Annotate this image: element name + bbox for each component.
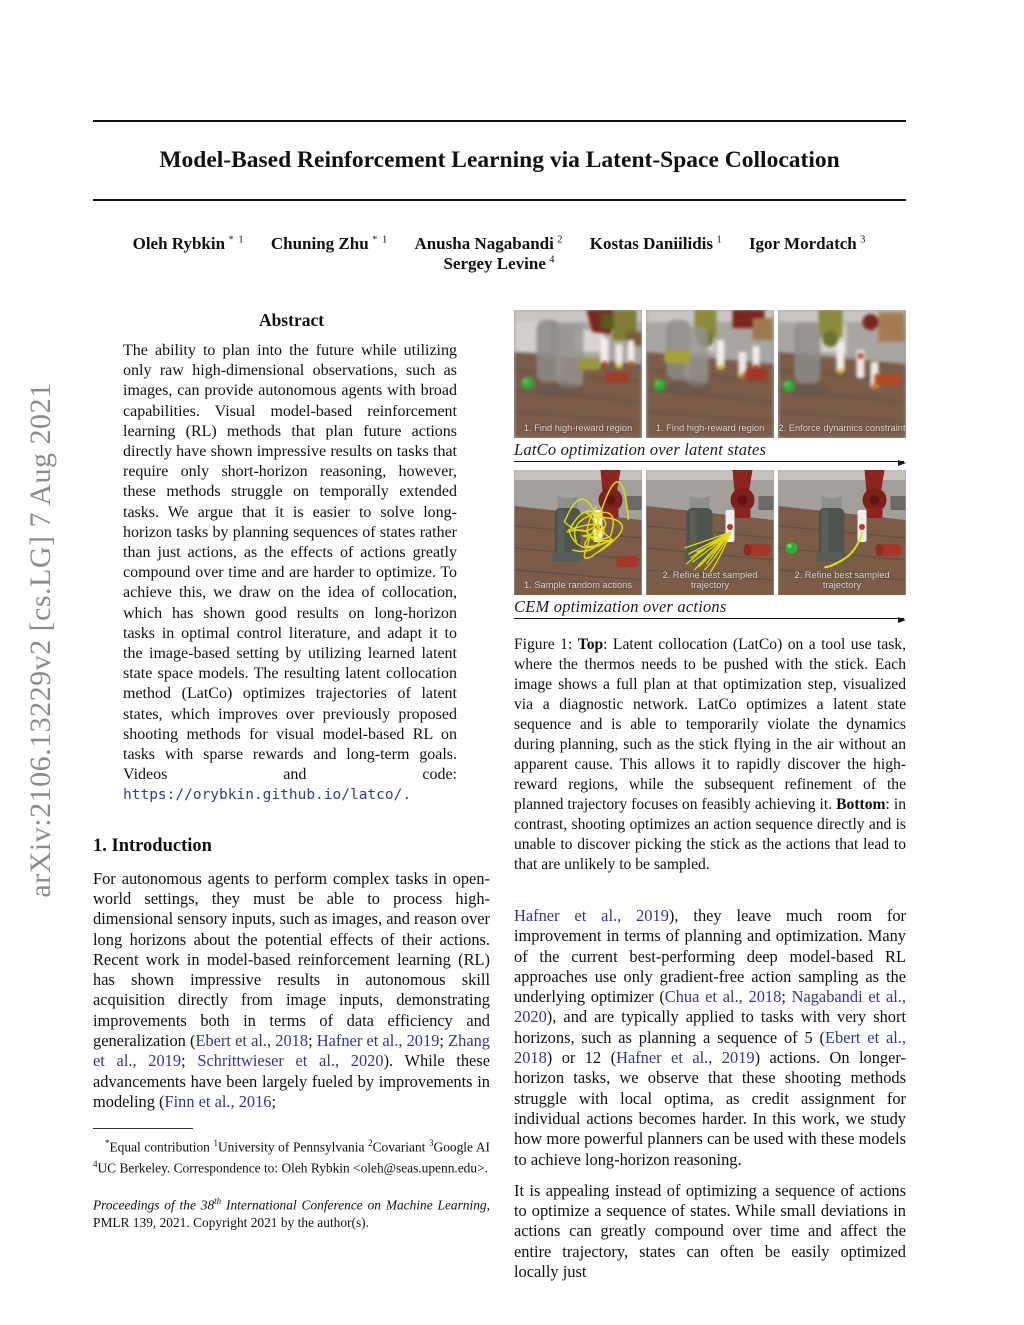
section-heading-introduction: 1. Introduction: [93, 835, 212, 856]
citation-link[interactable]: Hafner et al., 2019: [514, 906, 669, 925]
figure-image-latco-step1: [514, 310, 642, 438]
figure-image-cem-step2: [646, 470, 774, 595]
arxiv-sidebar-label: arXiv:2106.13229v2 [cs.LG] 7 Aug 2021: [24, 382, 57, 898]
introduction-paragraph: For autonomous agents to perform complex tasks in open-world settings, they must be able to process high-dimensional sensory inputs, such as images, and reason over long horizons about the potential effects of their actions. Recent work in model-based reinforcement learning (RL) has shown impressive results in autonomous skill acquisition directly from image inputs, demonstrating improvements both in terms of data efficiency and generalization (Ebert et al., 2018; Hafner et al., 2019; Zhang et al., 2019; Schrittwieser et al., 2020). While these advancements have been largely fueled by improvements in modeling (Finn et al., 2016;: [93, 868, 490, 1111]
right-arrow: [514, 461, 904, 462]
right-column-paragraph-1: Hafner et al., 2019), they leave much room for improvement in terms of planning and optimization. Many of the current best-performing deep model-based RL approaches use only gradient-free action sampling as the underlying optimizer (Chua et al., 2018; Nagabandi et al., 2020), and are typically applied to tasks with very short horizons, such as planning a sequence of 5 (Ebert et al., 2018) or 12 (Hafner et al., 2019) actions. On longer-horizon tasks, we observe that these shooting methods struggle with local optima, as credit assignment for individual actions becomes harder. In this work, we study how more powerful planners can be used with these models to achieve long-horizon reasoning.: [514, 906, 906, 1169]
abstract-text: The ability to plan into the future while utilizing only raw high-dimensional observations, such as images, can provide autonomous agents with broad capabilities. Visual model-based reinforcement learning (RL) methods that plan future actions directly have shown impressive results on tasks that require only short-horizon reasoning, however, these methods struggle on temporally extended tasks. We argue that it is easier to solve long-horizon tasks by planning sequences of states rather than just actions, as the effects of actions greatly compound over time and are harder to optimize. To achieve this, we draw on the idea of collocation, which has shown good results on long-horizon tasks in optimal control literature, and adapt it to the image-based setting by utilizing learned latent state space models. The resulting latent collocation method (LatCo) optimizes trajectories of latent states, which improves over previously proposed shooting methods for visual model-based RL on tasks with sparse rewards and long-term goals. Videos and code: https://orybkin.github.io/latco/.: [123, 342, 457, 804]
author: Igor Mordatch $^3$: [748, 234, 867, 253]
header-rule-bottom: [93, 199, 906, 201]
right-column: [514, 310, 906, 1282]
proceedings-note: Proceedings of the 38th International Conference on Machine Learning, PMLR 139, 2021. Copyright 2021 by the author(s).: [93, 1196, 490, 1230]
sim-caption: 1. Sample random actions: [523, 580, 632, 590]
figure-image-latco-step3: [778, 310, 906, 438]
figure-image-cem-step3: [778, 470, 906, 595]
figure1-bottom-row: [514, 470, 906, 595]
sim-caption: 2. Refine best sampled trajectory: [794, 570, 890, 590]
scene-find-high-reward-1: [514, 310, 642, 438]
right-column-paragraph-2: It is appealing instead of optimizing a sequence of actions to optimize a sequence of states. While small deviations in actions can greatly compound over time and affect the entire trajectory, states can often be easily optimized locally just: [514, 1180, 906, 1282]
author-line: [93, 234, 906, 274]
citation-link[interactable]: Ebert et al., 2018: [195, 1031, 309, 1051]
header-rule-top: [93, 120, 906, 122]
left-column: [93, 310, 490, 1282]
cem-row-label: CEM optimization over actions: [514, 597, 906, 621]
citation-link[interactable]: Hafner et al., 2019: [616, 1048, 755, 1068]
citation-link[interactable]: Hafner et al., 2019: [316, 1031, 440, 1051]
author: Kostas Daniilidis $^1$: [589, 234, 723, 253]
footnote-text: *Equal contribution $^1$University of Pennsylvania $^2$Covariant $^3$Google AI $^4$UC Berkeley. Correspondence to: Oleh Rybkin <oleh@seas.upenn.edu>.: [93, 1138, 490, 1176]
author: Oleh Rybkin $^{* 1}$: [132, 234, 245, 253]
scene-enforce-dynamics: [778, 310, 906, 438]
author: Anusha Nagabandi $^2$: [414, 234, 564, 253]
sim-caption: 1. Find high-reward region: [655, 423, 765, 433]
paper-page: [93, 0, 906, 1282]
author: Chuning Zhu $^{* 1}$: [270, 234, 389, 253]
figure-image-cem-step1: [514, 470, 642, 595]
citation-link[interactable]: Chua et al., 2018: [664, 987, 782, 1007]
citation-link[interactable]: Zhang et al., 2019: [93, 1031, 490, 1071]
right-arrow: [514, 618, 904, 619]
citation-link[interactable]: Finn et al., 2016: [164, 1091, 272, 1111]
paper-title: Model-Based Reinforcement Learning via Latent-Space Collocation: [159, 147, 840, 173]
figure1-top-row: [514, 310, 906, 438]
scene-find-high-reward-2: [646, 310, 774, 438]
footnote-rule: [93, 1128, 193, 1129]
latco-row-label: LatCo optimization over latent states: [514, 440, 906, 464]
figure1-caption: Figure 1: Top: Latent collocation (LatCo) on a tool use task, where the thermos needs to be pushed with the stick. Each image shows a full plan at that optimization step, visualized via a diagnostic network. LatCo optimizes a latent state sequence and is able to temporarily violate the dynamics during planning, such as the stick flying in the air without an apparent cause. This allows it to rapidly discover the high-reward regions, while the subsequent refinement of the planned trajectory focuses on feasibly achieving it. Bottom: in contrast, shooting optimizes an action sequence directly and is unable to discover picking the stick as the actions that lead to that are unlikely to be sampled.: [514, 636, 907, 873]
sim-caption: 2. Enforce dynamics constraint: [778, 423, 906, 433]
figure-image-latco-step2: [646, 310, 774, 438]
abstract-heading: Abstract: [258, 310, 325, 330]
scene-sample-random-actions: [514, 470, 642, 595]
sim-caption: 1. Find high-reward region: [523, 423, 633, 433]
code-url-link[interactable]: https://orybkin.github.io/latco/.: [123, 787, 412, 804]
citation-link[interactable]: Ebert et al., 2018: [514, 1027, 906, 1068]
author: Sergey Levine $^4$: [443, 254, 556, 273]
citation-link[interactable]: Nagabandi et al., 2020: [514, 987, 906, 1027]
citation-link[interactable]: Schrittwieser et al., 2020: [197, 1051, 384, 1071]
sim-caption: 2. Refine best sampled trajectory: [662, 570, 758, 590]
